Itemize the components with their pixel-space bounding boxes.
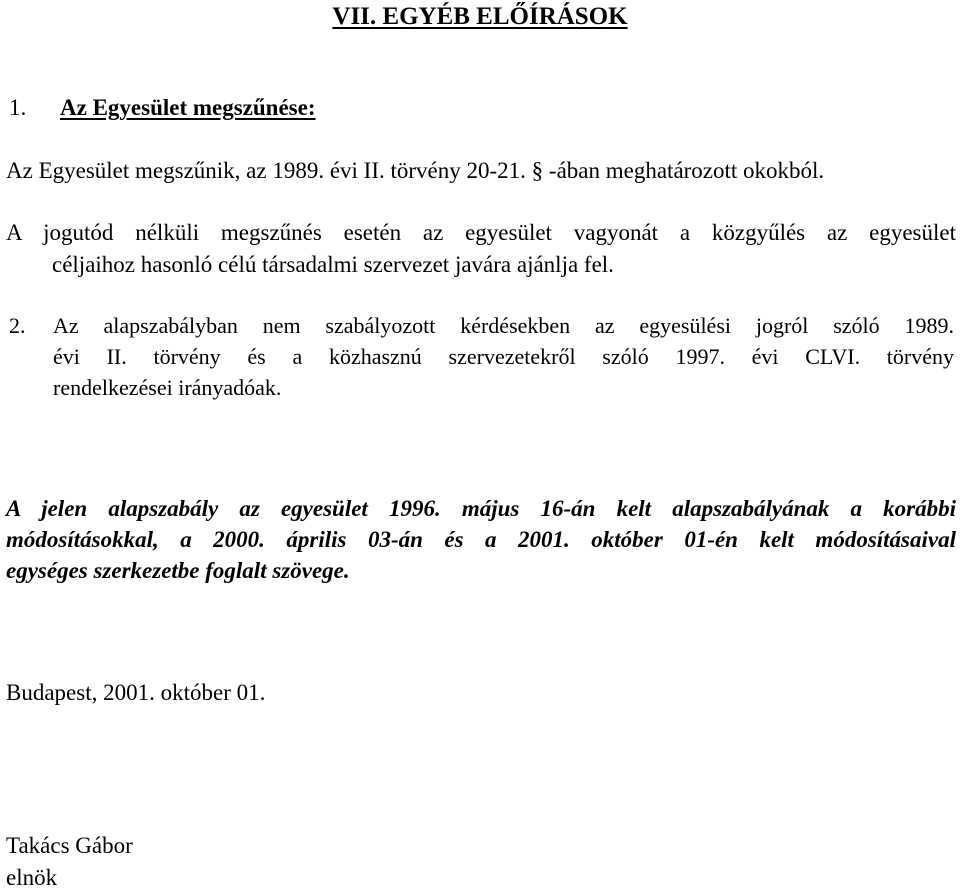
section-2-line-3: rendelkezései irányadóak. [53,375,282,400]
section-2-number: 2. [9,313,26,338]
section-1-title-text: Az Egyesület megszűnése: [60,95,316,120]
signer-name: Takács Gábor [6,833,133,858]
closing-line-3: egységes szerkezetbe foglalt szövege. [6,558,350,583]
section-1-title [9,93,316,123]
paragraph-2-line-1: A jogutód nélküli megszűnés esetén az egyesület vagyonát a közgyűlés az egyesület [6,220,956,245]
page-heading [0,1,960,33]
signer-role: elnök [6,865,58,890]
closing-statement [6,493,956,586]
section-1-paragraph-2 [6,217,956,281]
paragraph-2-line-2: céljaihoz hasonló célú társadalmi szervezet javára ajánlja fel. [52,252,614,277]
closing-line-2: módosításokkal, a 2000. április 03-án és a 2001. október 01-én kelt módosításaival [6,527,956,552]
section-1-paragraph-1: Az Egyesület megszűnik, az 1989. évi II. törvény 20-21. § -ában meghatározott okokból. [6,158,825,183]
section-1-number: 1. [9,95,27,120]
section-2-line-1: Az alapszabályban nem szabályozott kérdésekben az egyesülési jogról szóló 1989. [53,313,954,338]
section-2 [9,310,954,403]
closing-line-1: A jelen alapszabály az egyesület 1996. május 16-án kelt alapszabályának a korábbi [6,496,956,521]
heading-text: VII. EGYÉB ELŐÍRÁSOK [332,3,628,30]
section-2-line-2: évi II. törvény és a közhasznú szervezetekről szóló 1997. évi CLVI. törvény [53,344,954,369]
place-and-date: Budapest, 2001. október 01. [6,680,266,705]
